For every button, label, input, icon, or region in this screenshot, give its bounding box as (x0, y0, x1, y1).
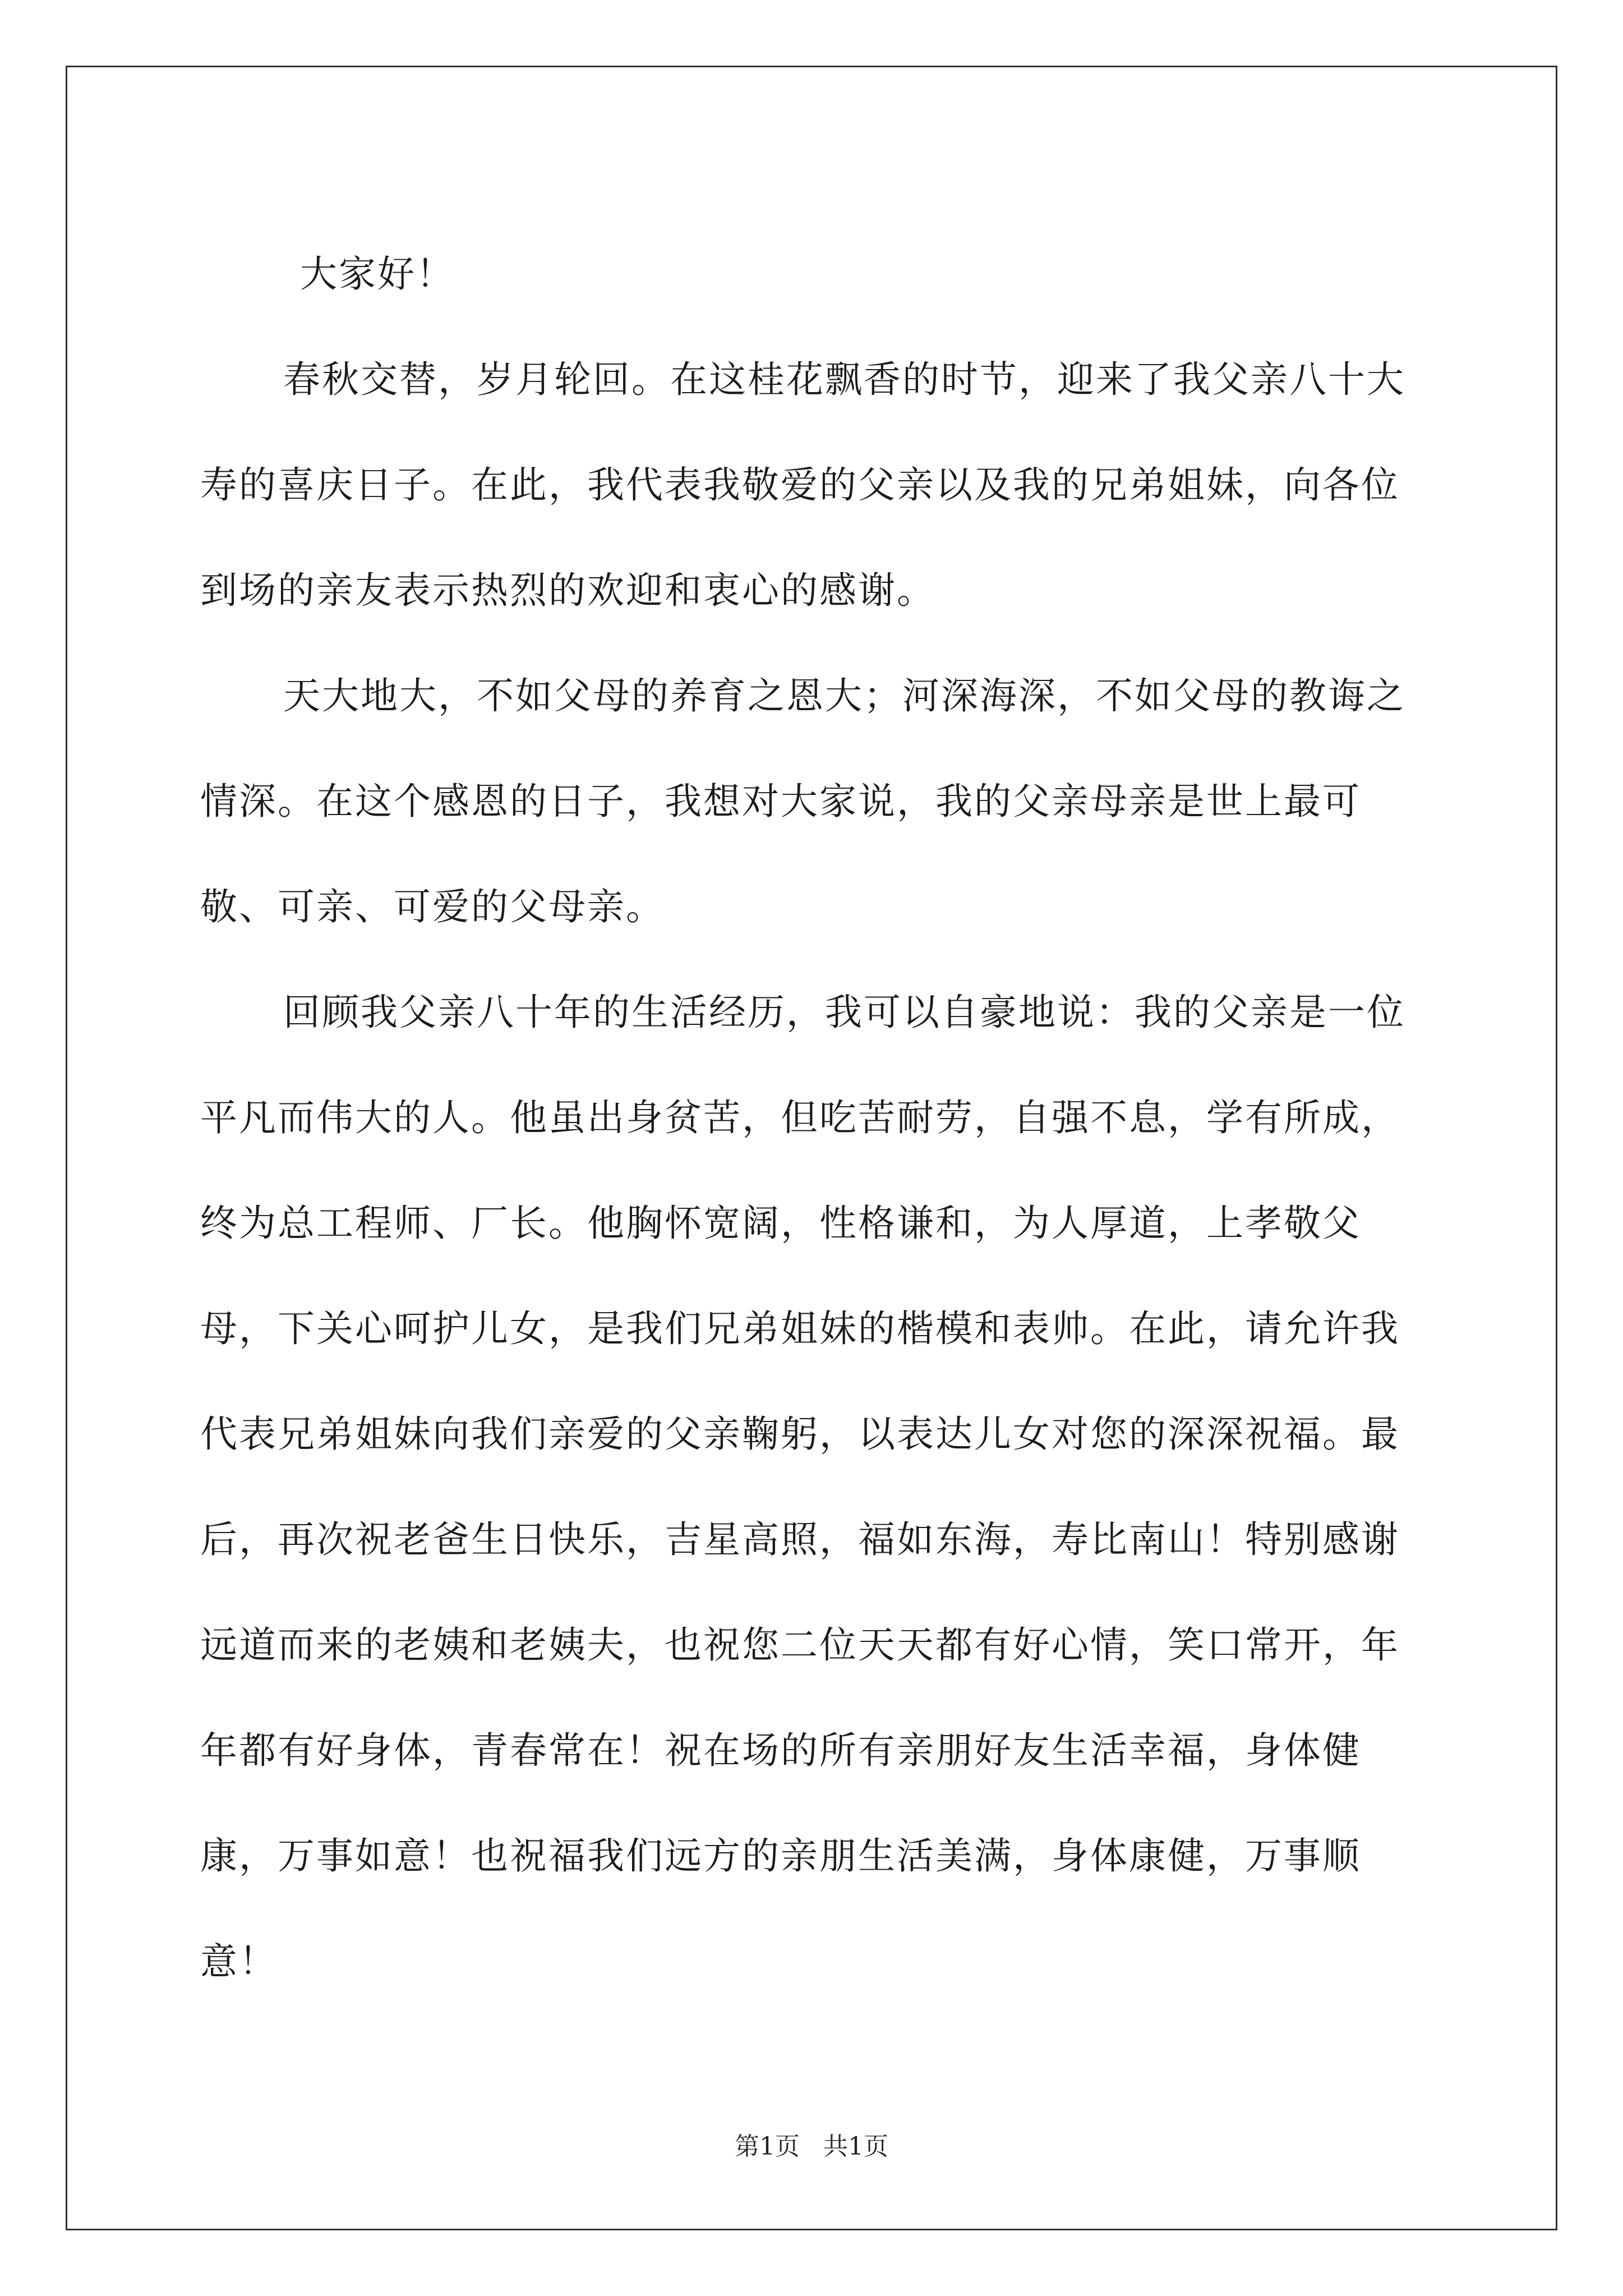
document-body (200, 222, 1434, 2014)
page-footer: 第1页 共1页 (735, 2132, 888, 2161)
paragraph-1: 春秋交替，岁月轮回。在这桂花飘香的时节，迎来了我父亲八十大寿的喜庆日子。在此，我代表我敬爱的父亲以及我的兄弟姐妹，向各位到场的亲友表示热烈的欢迎和衷心的感谢。 (200, 358, 1405, 612)
paragraph-3: 回顾我父亲八十年的生活经历，我可以自豪地说：我的父亲是一位平凡而伟大的人。他虽出身贫苦，但吃苦耐劳，自强不息，学有所成，终为总工程师、厂长。他胸怀宽阔，性格谦和，为人厚道，上孝敬父母，下关心呵护儿女，是我们兄弟姐妹的楷模和表帅。在此，请允许我代表兄弟姐妹向我们亲爱的父亲鞠躬，以表达儿女对您的深深祝福。最后，再次祝老爸生日快乐，吉星高照，福如东海，寿比南山！特别感谢远道而来的老姨和老姨夫，也祝您二位天天都有好心情，笑口常开，年年都有好身体，青春常在！祝在场的所有亲朋好友生活幸福，身体健康，万事如意！也祝福我们远方的亲朋生活美满，身体康健，万事顺意！ (200, 991, 1405, 1983)
paragraph-2: 天大地大，不如父母的养育之恩大；河深海深，不如父母的教诲之情深。在这个感恩的日子，我想对大家说，我的父亲母亲是世上最可敬、可亲、可爱的父母亲。 (200, 674, 1405, 928)
greeting: 大家好！ (300, 252, 455, 296)
